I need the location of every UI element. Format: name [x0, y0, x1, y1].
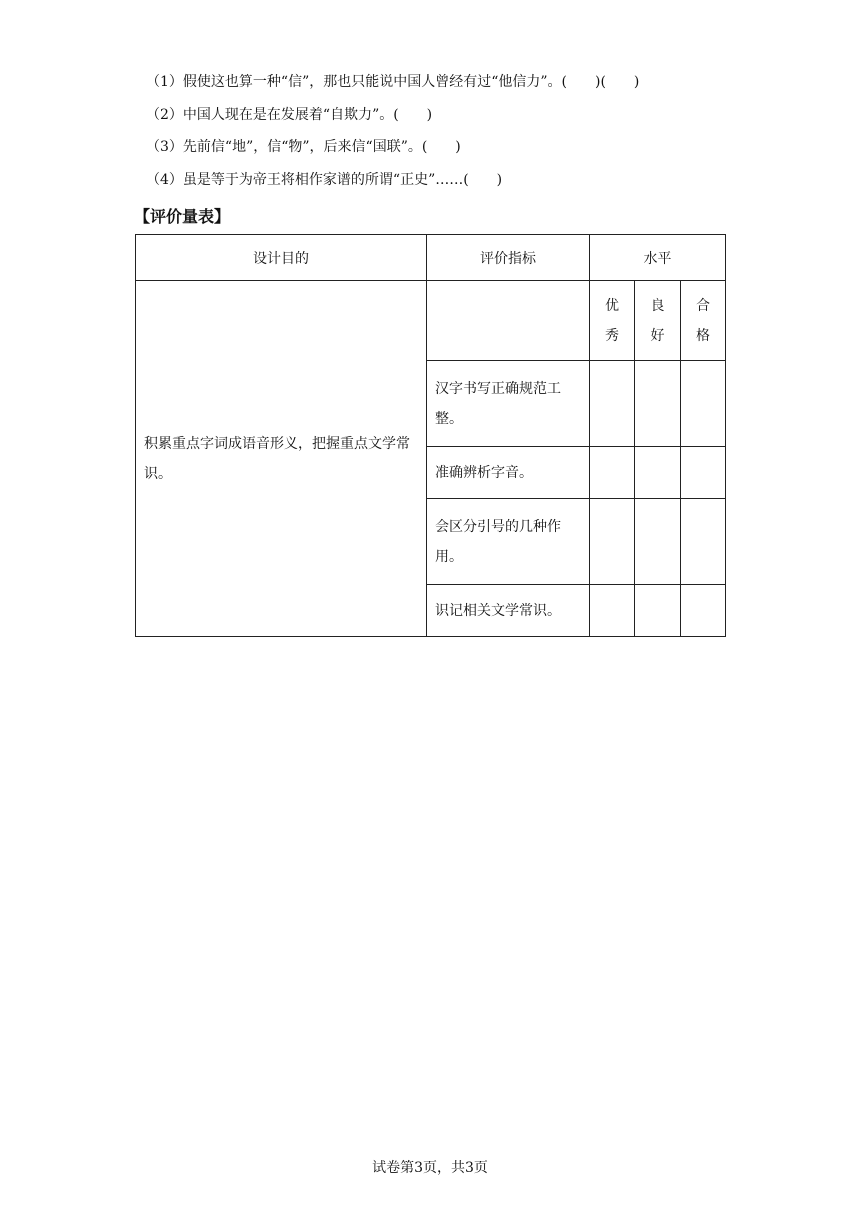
- level-excellent: 优秀: [590, 281, 635, 361]
- indicator-cell: 会区分引号的几种作用。: [427, 499, 590, 585]
- indicator-cell: 准确辨析字音。: [427, 447, 590, 499]
- rubric-heading: 【评价量表】: [134, 207, 231, 226]
- question-item: （4）虽是等于为帝王将相作家谱的所谓“正史”……( ): [146, 171, 503, 188]
- score-cell[interactable]: [590, 585, 635, 637]
- score-cell[interactable]: [590, 447, 635, 499]
- score-cell[interactable]: [681, 499, 726, 585]
- table-row: [136, 281, 726, 361]
- goal-text: 积累重点字词成语音形义，把握重点文学常识。: [144, 435, 410, 482]
- score-cell[interactable]: [681, 585, 726, 637]
- rubric-table: [135, 234, 726, 637]
- level-good: 良好: [635, 281, 681, 361]
- header-level: 水平: [590, 235, 726, 281]
- indicator-cell: 识记相关文学常识。: [427, 585, 590, 637]
- question-item: （1）假使这也算一种“信”，那也只能说中国人曾经有过“他信力”。( )( ): [146, 74, 640, 90]
- page-footer: 试卷第3页，共3页: [372, 1160, 488, 1176]
- score-cell[interactable]: [681, 447, 726, 499]
- score-cell[interactable]: [635, 447, 681, 499]
- score-cell[interactable]: [590, 499, 635, 585]
- table-row: [136, 235, 726, 281]
- question-item: （2）中国人现在是在发展着“自欺力”。( ): [146, 106, 433, 123]
- question-list: [146, 72, 746, 202]
- indicator-cell: 汉字书写正确规范工整。: [427, 361, 590, 447]
- indicator-blank-cell: [427, 281, 590, 361]
- header-goal: 设计目的: [136, 235, 427, 281]
- goal-cell: [136, 281, 427, 637]
- header-indicator: 评价指标: [427, 235, 590, 281]
- question-item: （3）先前信“地”，信“物”，后来信“国联”。( ): [146, 139, 461, 155]
- score-cell[interactable]: [635, 361, 681, 447]
- level-pass: 合格: [681, 281, 726, 361]
- score-cell[interactable]: [590, 361, 635, 447]
- score-cell[interactable]: [635, 585, 681, 637]
- score-cell[interactable]: [635, 499, 681, 585]
- score-cell[interactable]: [681, 361, 726, 447]
